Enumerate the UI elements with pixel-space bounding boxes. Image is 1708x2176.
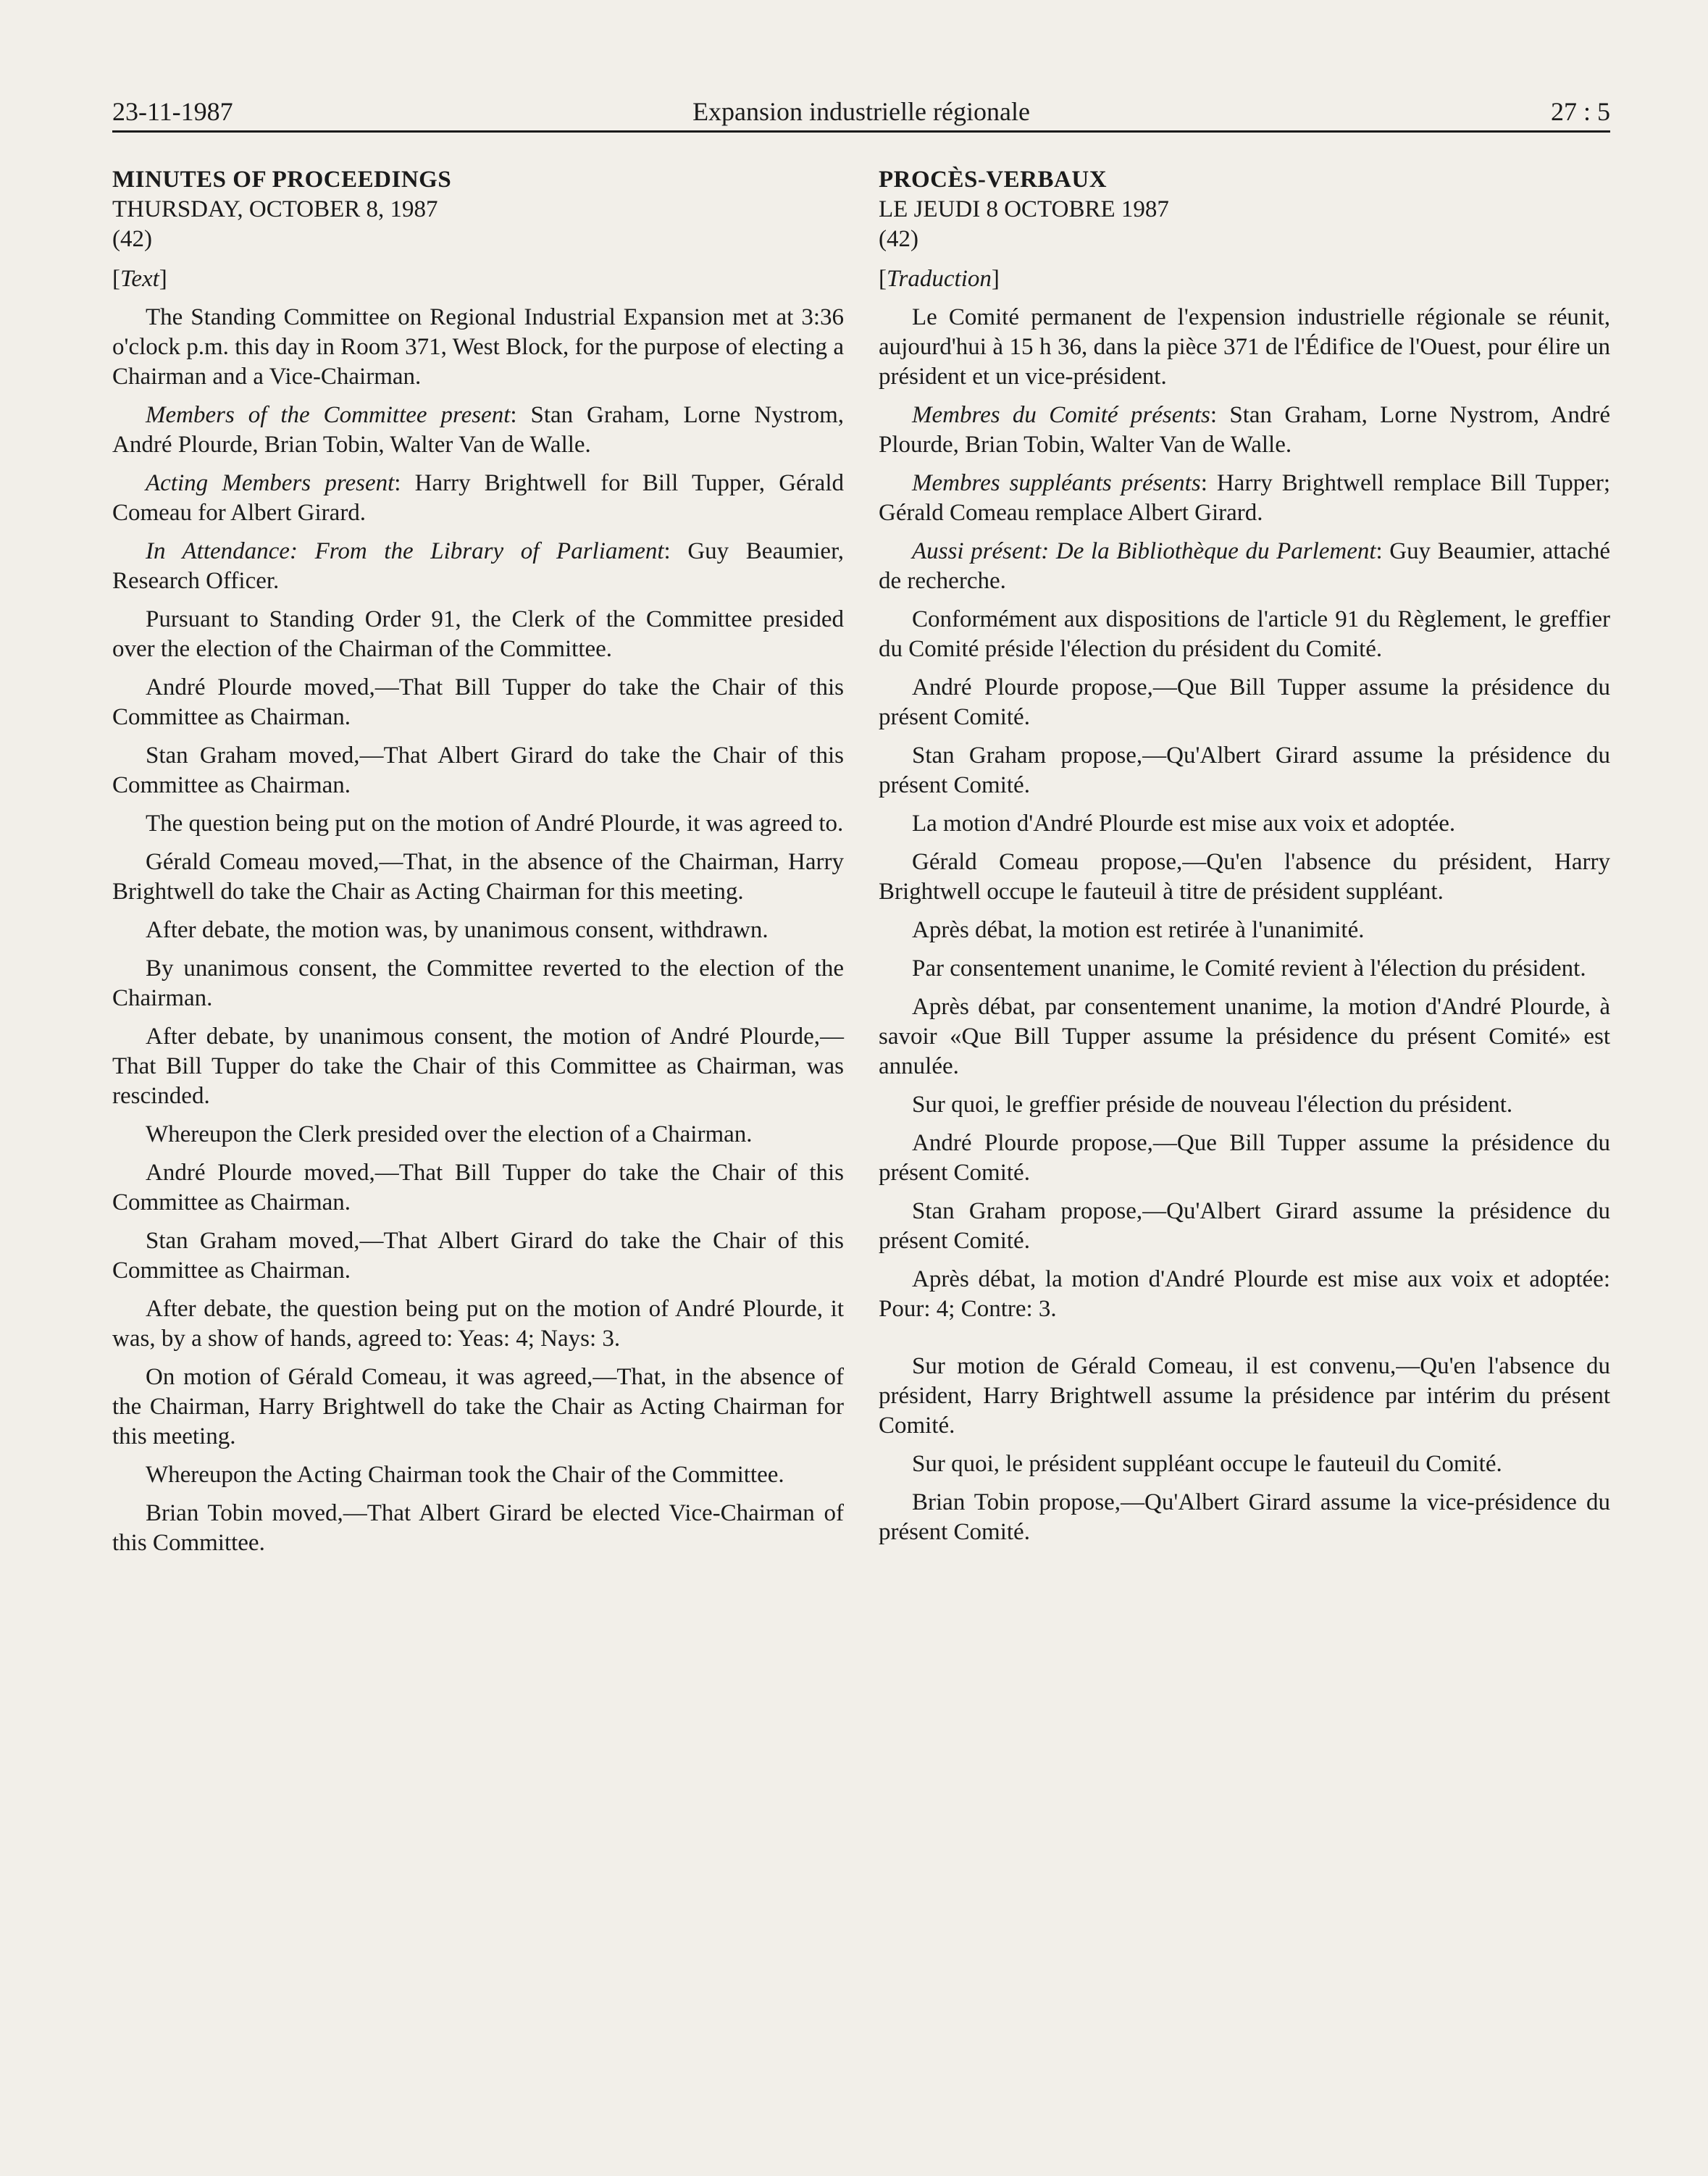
french-paragraph-18: Sur quoi, le président suppléant occupe le fauteuil du Comité. xyxy=(912,1451,1502,1477)
french-date-line: LE JEUDI 8 OCTOBRE 1987 xyxy=(879,196,1169,222)
french-paragraph-16: Après débat, la motion d'André Plourde est mise aux voix et adoptée: Pour: 4; Contre: 3. xyxy=(879,1266,1610,1322)
french-paragraph-9: Gérald Comeau propose,—Qu'en l'absence du président, Harry Brightwell occupe le fauteuil à titre de président suppléant. xyxy=(879,849,1610,905)
english-meeting-number: (42) xyxy=(112,226,152,252)
english-in-attendance: In Attendance: From the Library of Parliament: Guy Beaumier, Research Officer. xyxy=(112,538,844,594)
english-paragraph-14: André Plourde moved,—That Bill Tupper do take the Chair of this Committee as Chairman. xyxy=(112,1160,844,1215)
header-title: Expansion industrielle régionale xyxy=(692,97,1030,126)
french-column xyxy=(879,165,1610,1547)
french-paragraph-1: Le Comité permanent de l'expension industrielle régionale se réunit, aujourd'hui à 15 h 36, dans la pièce 371 de l'Édifice de l'Ouest, pour élire un président et un vice-président. xyxy=(879,304,1610,390)
french-meeting-number: (42) xyxy=(879,226,918,252)
english-paragraph-6: André Plourde moved,—That Bill Tupper do take the Chair of this Committee as Chairman. xyxy=(112,674,844,730)
french-paragraph-10: Après débat, la motion est retirée à l'unanimité. xyxy=(912,917,1365,943)
english-paragraph-7: Stan Graham moved,—That Albert Girard do take the Chair of this Committee as Chairman. xyxy=(112,742,844,798)
english-paragraph-19: Brian Tobin moved,—That Albert Girard be elected Vice-Chairman of this Committee. xyxy=(112,1500,844,1556)
french-paragraph-7: Stan Graham propose,—Qu'Albert Girard assume la présidence du présent Comité. xyxy=(879,742,1610,798)
french-paragraph-8: La motion d'André Plourde est mise aux voix et adoptée. xyxy=(912,811,1456,837)
english-paragraph-8: The question being put on the motion of André Plourde, it was agreed to. xyxy=(146,811,844,837)
english-paragraph-10: After debate, the motion was, by unanimous consent, withdrawn. xyxy=(146,917,769,943)
french-heading: PROCÈS-VERBAUX xyxy=(879,167,1108,193)
english-paragraph-12: After debate, by unanimous consent, the motion of André Plourde,—That Bill Tupper do take the Chair of this Committee as Chairman, was rescinded. xyxy=(112,1024,844,1109)
english-paragraph-5: Pursuant to Standing Order 91, the Clerk of the Committee presided over the election of the Chairman of the Committee. xyxy=(112,606,844,662)
french-spacer xyxy=(879,1324,1610,1343)
english-paragraph-13: Whereupon the Clerk presided over the election of a Chairman. xyxy=(146,1121,753,1147)
english-paragraph-9: Gérald Comeau moved,—That, in the absence of the Chairman, Harry Brightwell do take the Chair as Acting Chairman for this meeting. xyxy=(112,849,844,905)
french-paragraph-6: André Plourde propose,—Que Bill Tupper assume la présidence du présent Comité. xyxy=(879,674,1610,730)
english-paragraph-11: By unanimous consent, the Committee reverted to the election of the Chairman. xyxy=(112,955,844,1011)
english-column xyxy=(112,165,844,1558)
english-paragraph-18: Whereupon the Acting Chairman took the Chair of the Committee. xyxy=(146,1462,784,1488)
english-paragraph-15: Stan Graham moved,—That Albert Girard do take the Chair of this Committee as Chairman. xyxy=(112,1228,844,1284)
header-page-number: 27 : 5 xyxy=(1550,97,1610,126)
french-paragraph-11: Par consentement unanime, le Comité revient à l'élection du président. xyxy=(912,955,1586,982)
french-members-present: Membres du Comité présents: Stan Graham, Lorne Nystrom, André Plourde, Brian Tobin, Walter Van de Walle. xyxy=(879,402,1611,458)
english-acting-members: Acting Members present: Harry Brightwell for Bill Tupper, Gérald Comeau for Albert Girard. xyxy=(112,470,844,526)
english-paragraph-17: On motion of Gérald Comeau, it was agreed,—That, in the absence of the Chairman, Harry Brightwell do take the Chair as Acting Chairman for this meeting. xyxy=(112,1364,844,1449)
header-rule xyxy=(112,130,1610,133)
english-date-line: THURSDAY, OCTOBER 8, 1987 xyxy=(112,196,438,222)
english-paragraph-1: The Standing Committee on Regional Industrial Expansion met at 3:36 o'clock p.m. this day in Room 371, West Block, for the purpose of electing a Chairman and a Vice-Chairman. xyxy=(112,304,844,390)
french-paragraph-12: Après débat, par consentement unanime, la motion d'André Plourde, à savoir «Que Bill Tupper assume la présidence du présent Comité» est annulée. xyxy=(879,994,1610,1079)
french-acting-members: Membres suppléants présents: Harry Brightwell remplace Bill Tupper; Gérald Comeau remplace Albert Girard. xyxy=(879,470,1611,526)
french-paragraph-15: Stan Graham propose,—Qu'Albert Girard assume la présidence du présent Comité. xyxy=(879,1198,1610,1254)
french-paragraph-14: André Plourde propose,—Que Bill Tupper assume la présidence du présent Comité. xyxy=(879,1130,1610,1186)
english-text-tag: [Text] xyxy=(112,266,167,292)
french-paragraph-13: Sur quoi, le greffier préside de nouveau l'élection du président. xyxy=(912,1092,1513,1118)
header-date: 23-11-1987 xyxy=(112,97,233,126)
english-members-present: Members of the Committee present: Stan Graham, Lorne Nystrom, André Plourde, Brian Tobin, Walter Van de Walle. xyxy=(112,402,844,458)
english-paragraph-16: After debate, the question being put on the motion of André Plourde, it was, by a show of hands, agreed to: Yeas: 4; Nays: 3. xyxy=(112,1296,844,1352)
french-paragraph-19: Brian Tobin propose,—Qu'Albert Girard assume la vice-présidence du présent Comité. xyxy=(879,1489,1610,1545)
english-heading: MINUTES OF PROCEEDINGS xyxy=(112,167,452,193)
french-translation-tag: [Traduction] xyxy=(879,266,1000,292)
french-in-attendance: Aussi présent: De la Bibliothèque du Parlement: Guy Beaumier, attaché de recherche. xyxy=(879,538,1610,594)
french-paragraph-5: Conformément aux dispositions de l'article 91 du Règlement, le greffier du Comité préside l'élection du président du Comité. xyxy=(879,606,1610,662)
french-paragraph-17: Sur motion de Gérald Comeau, il est convenu,—Qu'en l'absence du président, Harry Brightwell assume la présidence par intérim du présent Comité. xyxy=(879,1353,1610,1439)
running-header xyxy=(112,93,1610,130)
